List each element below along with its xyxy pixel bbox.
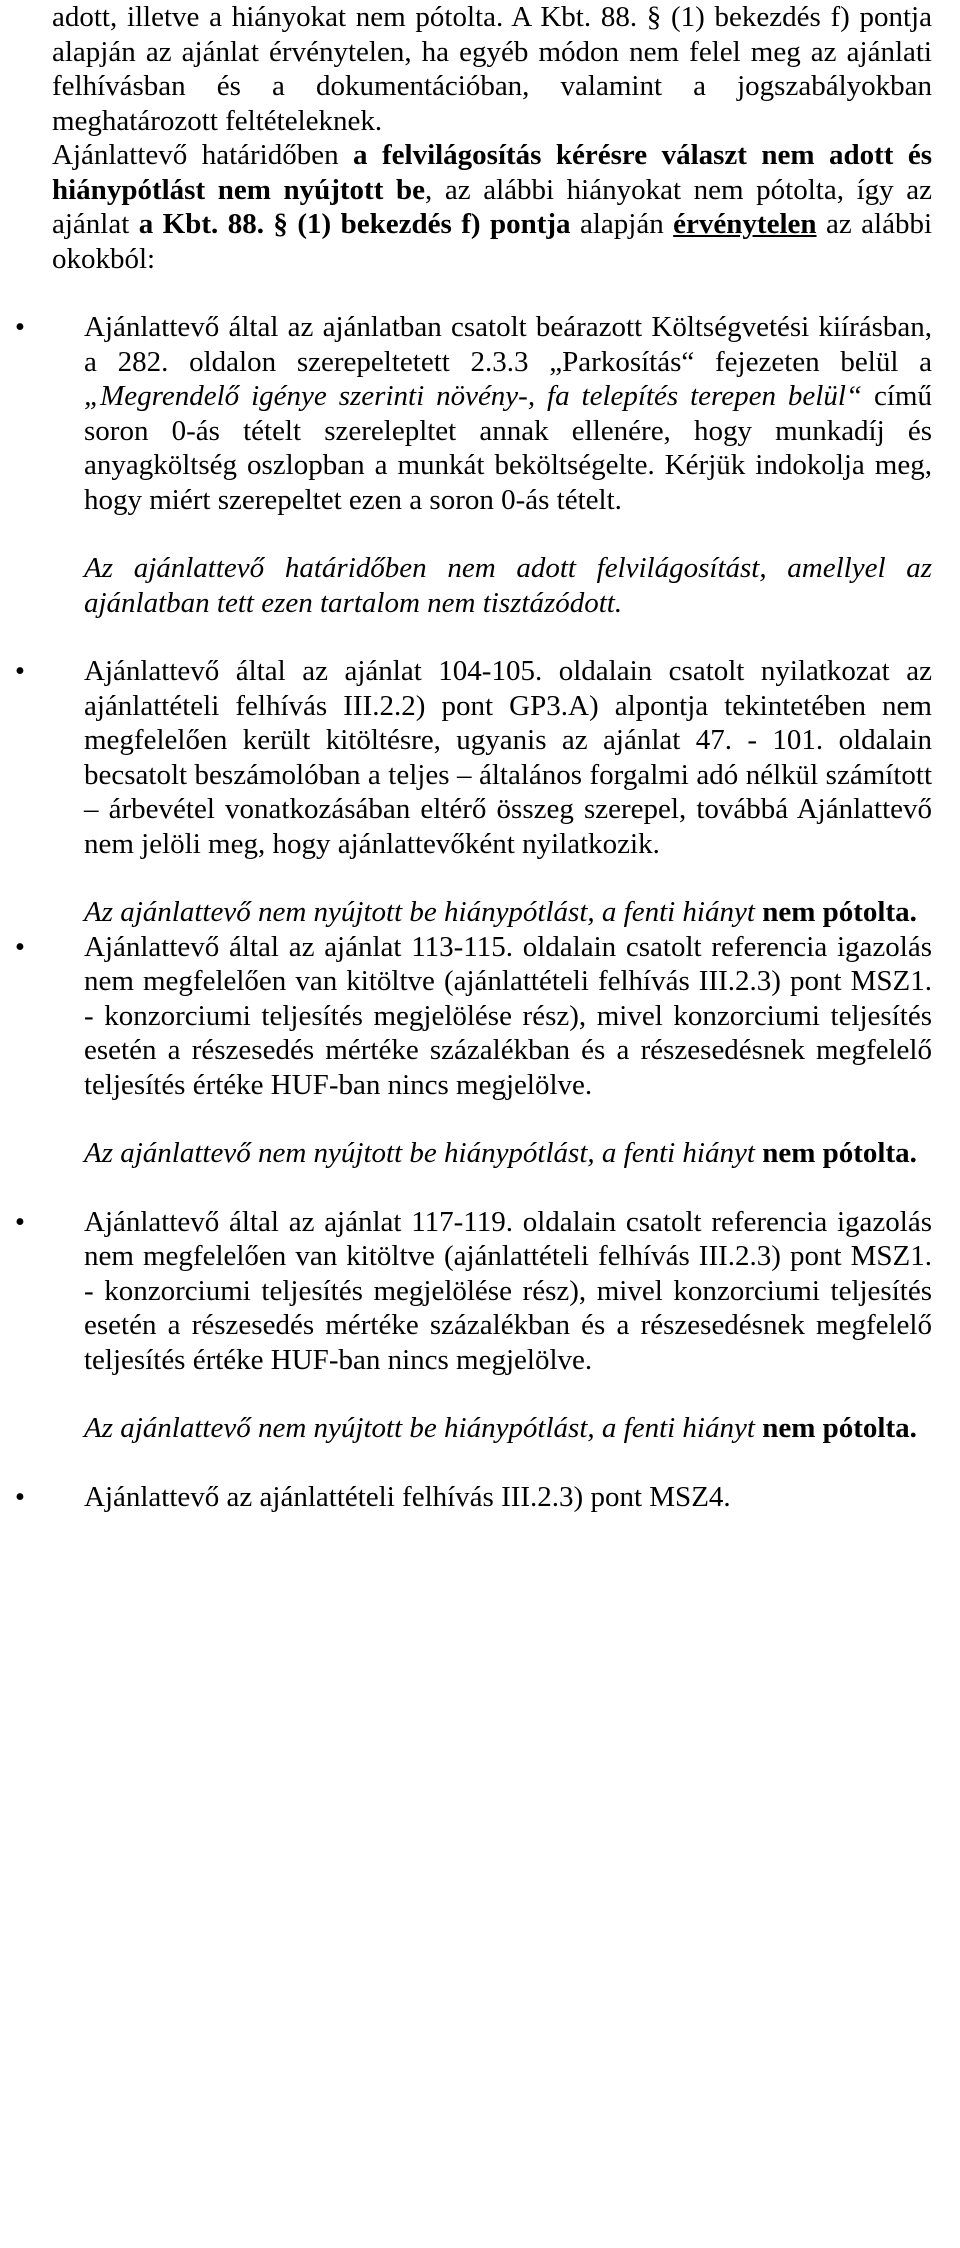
item-note-bold: nem pótolta.	[762, 896, 917, 928]
list-item	[14, 1205, 932, 1446]
decision-text-bold-2: a Kbt. 88. § (1) bekezdés f) pontja	[138, 208, 571, 240]
decision-text-g: az alábbi okokból:	[52, 208, 933, 275]
item-text	[84, 654, 932, 861]
intro-paragraph: adott, illetve a hiányokat nem pótolta. A Kbt. 88. § (1) bekezdés f) pontja alapján az ajánlat érvénytelen, ha egyéb módon nem felel meg az ajánlati felhívásban és a dokumentációban, valamint a jogszabályokban meghatározott feltételeknek.	[52, 1, 932, 137]
item-note	[84, 551, 932, 620]
item-note-text: Az ajánlattevő határidőben nem adott felvilágosítást, amellyel az ajánlatban tett ezen tartalom nem tisztázódott.	[84, 552, 932, 619]
item-text-a: Ajánlattevő által az ajánlat 104-105. oldalain csatolt nyilatkozat az ajánlattételi felhívás III.2.2) pont GP3.A) alpontja tekintetében nem megfelelően került kitöltésre, ugyanis az ajánlat 47. - 101. oldalain becsatolt beszámolóban a teljes – általános forgalmi adó nélkül számított – árbevétel vonatkozásában eltérő összeg szerepel, továbbá Ajánlattevő nem jelöli meg, hogy ajánlattevőként nyilatkozik.	[84, 655, 932, 860]
item-note-text: Az ajánlattevő nem nyújtott be hiánypótlást, a fenti hiányt	[84, 896, 763, 928]
item-text	[84, 1205, 932, 1378]
item-text-a: Ajánlattevő által az ajánlat 113-115. oldalain csatolt referencia igazolás nem megfelelően van kitöltve (ajánlattételi felhívás III.2.3) pont MSZ1. - konzorciumi teljesítés megjelölése rész), mivel konzorciumi teljesítés esetén a részesedés mértéke százalékban és a részesedésnek megfelelő teljesítés értéke HUF-ban nincs megjelölve.	[84, 930, 932, 1101]
deficiency-list	[14, 310, 932, 1514]
decision-text-a: Ajánlattevő határidőben	[52, 139, 354, 171]
bullet-icon: •	[14, 655, 26, 687]
item-text	[84, 930, 932, 1103]
decision-text-c: , az alábbi hiányokat nem pótolta, így az ajánlat	[52, 173, 932, 240]
item-text-a: Ajánlattevő által az ajánlat 117-119. oldalain csatolt referencia igazolás nem megfelelően van kitöltve (ajánlattételi felhívás III.2.3) pont MSZ1. - konzorciumi teljesítés megjelölése rész), mivel konzorciumi teljesítés esetén a részesedés mértéke százalékban és a részesedésnek megfelelő teljesítés értéke HUF-ban nincs megjelölve.	[84, 1205, 932, 1376]
decision-text-invalid: érvénytelen	[673, 208, 817, 240]
item-text	[84, 310, 932, 517]
list-item	[14, 1480, 932, 1515]
item-text-italic: „Megrendelő igénye szerinti növény-, fa telepítés terepen belül“	[84, 380, 863, 412]
bullet-icon: •	[14, 1205, 26, 1238]
item-text-a: Ajánlattevő az ajánlattételi felhívás III.2.3) pont MSZ4.	[84, 1480, 731, 1513]
item-note-text: Az ajánlattevő nem nyújtott be hiánypótlást, a fenti hiányt	[84, 1137, 763, 1169]
item-note	[84, 1136, 932, 1171]
decision-paragraph	[52, 138, 932, 276]
item-note-bold: nem pótolta.	[762, 1412, 917, 1444]
list-item	[14, 930, 932, 1171]
item-note	[84, 1411, 932, 1446]
item-note-text: Az ajánlattevő nem nyújtott be hiánypótlást, a fenti hiányt	[84, 1412, 763, 1444]
decision-text-bold-1: a felvilágosítás kérésre választ nem adott és hiánypótlást nem nyújtott be	[52, 139, 932, 206]
decision-text-e: alapján	[570, 208, 674, 240]
item-text	[84, 1480, 932, 1515]
bullet-icon: •	[14, 930, 26, 963]
item-note-bold: nem pótolta.	[762, 1137, 917, 1169]
bullet-icon: •	[14, 1480, 26, 1513]
item-text-c: című soron 0-ás tételt szerelepltet annak ellenére, hogy munkadíj és anyagköltség oszlopban a munkát beköltségelte. Kérjük indokolja meg, hogy miért szerepeltet ezen a soron 0-ás tételt.	[84, 380, 932, 516]
list-item	[14, 654, 932, 930]
list-item	[14, 310, 932, 620]
item-text-a: Ajánlattevő által az ajánlatban csatolt beárazott Költségvetési kiírásban, a 282. oldalon szerepeltetett 2.3.3 „Parkosítás“ fejezeten belül a	[84, 311, 932, 378]
bullet-icon: •	[14, 311, 26, 343]
item-note	[84, 895, 932, 930]
